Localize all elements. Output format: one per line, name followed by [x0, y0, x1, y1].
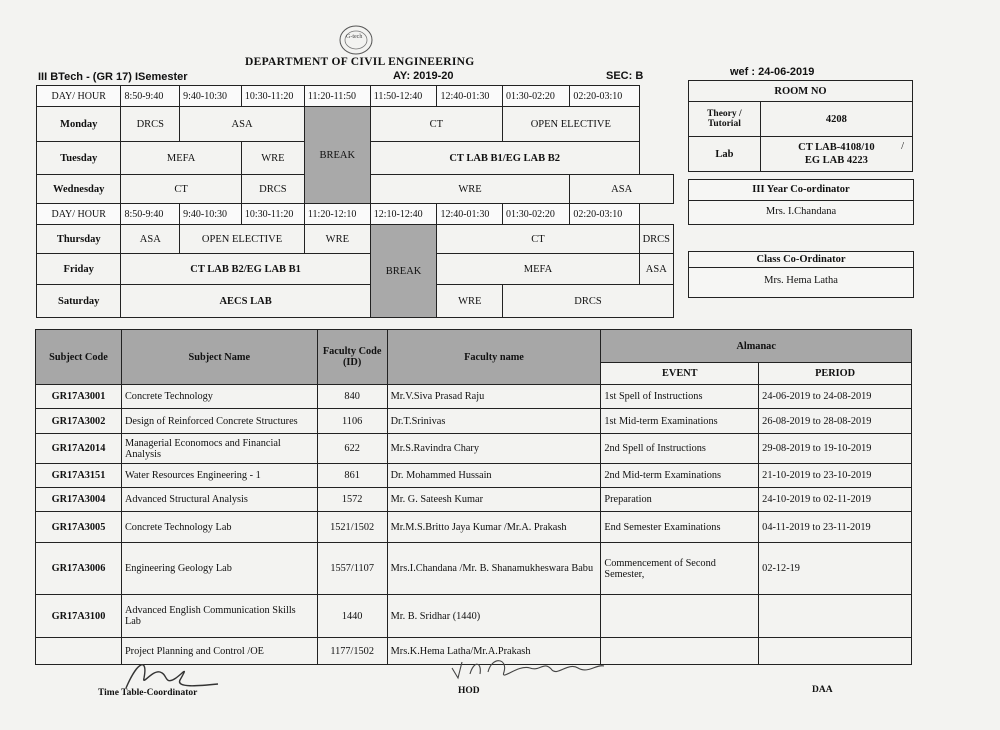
- friday-cell: MEFA: [437, 254, 639, 285]
- almanac-period: 02-12-19: [759, 543, 912, 595]
- friday-cell: CT LAB B2/EG LAB B1: [121, 254, 370, 285]
- slot-header: 02:20-03:10: [570, 86, 639, 107]
- subject-code: GR17A3004: [36, 488, 122, 512]
- table-row: [36, 488, 912, 512]
- class-coordinator-title: Class Co-Ordinator: [689, 252, 913, 268]
- lab-label: Lab: [689, 137, 761, 172]
- header-faculty-code: Faculty Code (ID): [317, 330, 387, 385]
- subject-code: GR17A3006: [36, 543, 122, 595]
- subject-name: Water Resources Engineering - 1: [121, 464, 317, 488]
- header-period: PERIOD: [759, 363, 912, 385]
- break-cell: BREAK: [370, 225, 437, 318]
- header-subject-name: Subject Name: [121, 330, 317, 385]
- faculty-name: Mr. B. Sridhar (1440): [387, 595, 601, 638]
- wef-date: wef : 24-06-2019: [730, 66, 815, 78]
- faculty-code: 840: [317, 385, 387, 409]
- thursday-cell: CT: [437, 225, 639, 254]
- thursday-cell: DRCS: [639, 225, 673, 254]
- table-row: [36, 464, 912, 488]
- year-coordinator-box: [688, 179, 914, 225]
- tuesday-cell: MEFA: [121, 142, 241, 175]
- subject-code: GR17A2014: [36, 434, 122, 464]
- table-row: [36, 434, 912, 464]
- slot-header: 8:50-9:40: [121, 86, 180, 107]
- break-cell: BREAK: [304, 107, 370, 204]
- almanac-event: End Semester Examinations: [601, 512, 759, 543]
- subject-name: Managerial Economocs and Financial Analysis: [121, 434, 317, 464]
- lab-room-slash: /: [901, 141, 904, 152]
- thursday-cell: WRE: [304, 225, 370, 254]
- room-title: ROOM NO: [689, 81, 913, 102]
- subject-name: Project Planning and Control /OE: [121, 638, 317, 665]
- saturday-cell: DRCS: [503, 285, 674, 318]
- daa-label: DAA: [812, 685, 833, 695]
- college-logo: [336, 23, 376, 59]
- faculty-name: Mrs.K.Hema Latha/Mr.A.Prakash: [387, 638, 601, 665]
- almanac-period: 04-11-2019 to 23-11-2019: [759, 512, 912, 543]
- faculty-code: 1177/1502: [317, 638, 387, 665]
- faculty-name: Dr.T.Srinivas: [387, 409, 601, 434]
- logo-text: G-tech: [346, 34, 363, 40]
- section-label: SEC: B: [606, 70, 644, 82]
- monday-cell: CT: [370, 107, 502, 142]
- table-row: [36, 512, 912, 543]
- program-label: III BTech - (GR 17) ISemester: [38, 71, 188, 83]
- theory-room: 4208: [760, 102, 912, 137]
- department-title: DEPARTMENT OF CIVIL ENGINEERING: [245, 56, 475, 68]
- almanac-event: 1st Spell of Instructions: [601, 385, 759, 409]
- faculty-name: Mr. G. Sateesh Kumar: [387, 488, 601, 512]
- slot-header: 12:40-01:30: [437, 86, 503, 107]
- room-table: [688, 80, 913, 172]
- subject-name: Design of Reinforced Concrete Structures: [121, 409, 317, 434]
- almanac-period: [759, 595, 912, 638]
- slot-header: 10:30-11:20: [241, 86, 304, 107]
- lab-room: [760, 137, 912, 172]
- wednesday-cell: ASA: [570, 175, 674, 204]
- almanac-event: [601, 638, 759, 665]
- class-coordinator-box: [688, 251, 914, 298]
- faculty-code: 1521/1502: [317, 512, 387, 543]
- monday-cell: DRCS: [121, 107, 180, 142]
- year-coordinator-name: Mrs. I.Chandana: [765, 206, 837, 217]
- almanac-period: [759, 638, 912, 665]
- almanac-period: 29-08-2019 to 19-10-2019: [759, 434, 912, 464]
- year-coordinator-title: III Year Co-ordinator: [689, 180, 913, 201]
- almanac-period: 24-06-2019 to 24-08-2019: [759, 385, 912, 409]
- almanac-event: [601, 595, 759, 638]
- slot-header: 9:40-10:30: [180, 86, 242, 107]
- faculty-name: Mr.M.S.Britto Jaya Kumar /Mr.A. Prakash: [387, 512, 601, 543]
- almanac-period: 24-10-2019 to 02-11-2019: [759, 488, 912, 512]
- day-saturday: Saturday: [37, 285, 121, 318]
- day-tuesday: Tuesday: [37, 142, 121, 175]
- slot-header: 12:10-12:40: [370, 204, 437, 225]
- almanac-event: 1st Mid-term Examinations: [601, 409, 759, 434]
- faculty-code: 1557/1107: [317, 543, 387, 595]
- subject-name: Concrete Technology Lab: [121, 512, 317, 543]
- faculty-code: 861: [317, 464, 387, 488]
- faculty-code: 1106: [317, 409, 387, 434]
- monday-cell: ASA: [180, 107, 305, 142]
- day-hour-header: DAY/ HOUR: [37, 204, 121, 225]
- hod-signature: [448, 652, 608, 689]
- saturday-cell: WRE: [437, 285, 503, 318]
- subject-code: [36, 638, 122, 665]
- day-thursday: Thursday: [37, 225, 121, 254]
- almanac-event: 2nd Mid-term Examinations: [601, 464, 759, 488]
- almanac-event: Preparation: [601, 488, 759, 512]
- subject-code: GR17A3100: [36, 595, 122, 638]
- header-subject-code: Subject Code: [36, 330, 122, 385]
- header-faculty-name: Faculty name: [387, 330, 601, 385]
- slot-header: 11:20-11:50: [304, 86, 370, 107]
- slot-header: 12:40-01:30: [437, 204, 503, 225]
- academic-year: AY: 2019-20: [393, 70, 454, 82]
- wednesday-cell: DRCS: [241, 175, 304, 204]
- monday-cell: OPEN ELECTIVE: [503, 107, 640, 142]
- thursday-cell: ASA: [121, 225, 180, 254]
- slot-header: 01:30-02:20: [503, 204, 570, 225]
- almanac-event: Commencement of Second Semester,: [601, 543, 759, 595]
- subject-name: Advanced English Communication Skills Lab: [121, 595, 317, 638]
- lab-room-1: CT LAB-4108/10: [798, 142, 875, 153]
- table-row: [36, 543, 912, 595]
- class-coordinator-name: Mrs. Hema Latha: [764, 275, 838, 286]
- almanac-period: 21-10-2019 to 23-10-2019: [759, 464, 912, 488]
- slot-header: 10:30-11:20: [241, 204, 304, 225]
- slot-header: 02:20-03:10: [570, 204, 639, 225]
- slot-header: 01:30-02:20: [503, 86, 570, 107]
- wednesday-cell: CT: [121, 175, 241, 204]
- table-row: [36, 385, 912, 409]
- wednesday-cell: WRE: [370, 175, 570, 204]
- theory-label: Theory / Tutorial: [689, 102, 761, 137]
- saturday-cell: AECS LAB: [121, 285, 370, 318]
- tuesday-cell: CT LAB B1/EG LAB B2: [370, 142, 639, 175]
- header-event: EVENT: [601, 363, 759, 385]
- table-row: [36, 409, 912, 434]
- day-friday: Friday: [37, 254, 121, 285]
- slot-header: 8:50-9:40: [121, 204, 180, 225]
- lab-room-2: EG LAB 4223: [804, 155, 868, 166]
- day-monday: Monday: [37, 107, 121, 142]
- table-row: [36, 595, 912, 638]
- hod-label: HOD: [458, 686, 480, 696]
- faculty-code: 622: [317, 434, 387, 464]
- faculty-name: Mr.V.Siva Prasad Raju: [387, 385, 601, 409]
- faculty-name: Dr. Mohammed Hussain: [387, 464, 601, 488]
- slot-header: 9:40-10:30: [180, 204, 242, 225]
- faculty-code: 1440: [317, 595, 387, 638]
- subject-name: Advanced Structural Analysis: [121, 488, 317, 512]
- timetable-grid: [36, 85, 674, 318]
- day-hour-header: DAY/ HOUR: [37, 86, 121, 107]
- subject-name: Concrete Technology: [121, 385, 317, 409]
- faculty-name: Mrs.I.Chandana /Mr. B. Shanamukheswara Babu: [387, 543, 601, 595]
- subject-name: Engineering Geology Lab: [121, 543, 317, 595]
- thursday-cell: OPEN ELECTIVE: [180, 225, 305, 254]
- almanac-period: 26-08-2019 to 28-08-2019: [759, 409, 912, 434]
- header-almanac: Almanac: [601, 330, 912, 363]
- subject-code: GR17A3001: [36, 385, 122, 409]
- slot-header: 11:20-12:10: [304, 204, 370, 225]
- almanac-event: 2nd Spell of Instructions: [601, 434, 759, 464]
- friday-cell: ASA: [639, 254, 673, 285]
- subject-code: GR17A3005: [36, 512, 122, 543]
- timetable-coordinator-label: Time Table-Coordinator: [98, 688, 198, 698]
- subjects-almanac-table: [35, 329, 912, 665]
- subject-code: GR17A3151: [36, 464, 122, 488]
- faculty-code: 1572: [317, 488, 387, 512]
- slot-header: 11:50-12:40: [370, 86, 437, 107]
- subject-code: GR17A3002: [36, 409, 122, 434]
- faculty-name: Mr.S.Ravindra Chary: [387, 434, 601, 464]
- day-wednesday: Wednesday: [37, 175, 121, 204]
- tuesday-cell: WRE: [241, 142, 304, 175]
